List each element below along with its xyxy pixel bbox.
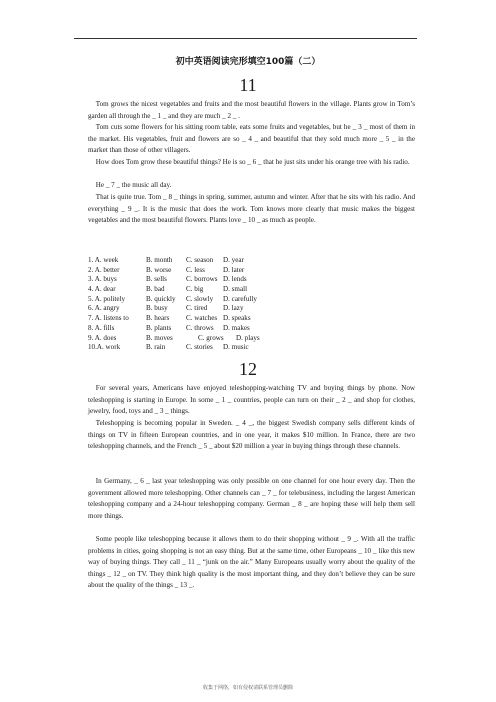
- option-row: [88, 304, 418, 314]
- option-a: 6. A. angry: [88, 304, 120, 313]
- option-c: C. stories: [186, 343, 213, 352]
- option-c: C. tired: [186, 304, 208, 313]
- option-row: [88, 343, 418, 353]
- option-d: D. lends: [223, 275, 247, 284]
- option-b: B. plants: [146, 323, 172, 332]
- option-b: B. quickly: [146, 294, 176, 303]
- section-11-number: 11: [239, 75, 257, 95]
- option-a: 8. A. fills: [88, 323, 115, 332]
- option-c: C. less: [186, 265, 205, 274]
- option-a: 2. A. better: [88, 265, 120, 274]
- s12-paragraph-3: In Germany, _ 6 _ last year teleshopping was only possible on one channel for one hour every day. Then the government allowed more teleshopping. Other channels can _ 7 _ for telebusiness, including the largest American teleshopping company and a 24-hour teleshopping company. German _ 8 _ are hoping these will help them sell more things.: [88, 477, 415, 520]
- option-a: 7. A. listens to: [88, 314, 129, 323]
- option-b: B. worse: [146, 265, 172, 274]
- s11-paragraph-5: That is quite true. Tom _ 8 _ things in spring, summer, autumn and winter. After that he sits with his radio. And everything _ 9 _. It is the music that does the work. Tom knows more clearly that music makes the biggest vegetables and the most beautiful flowers. Plants love _ 10 _ as much as people.: [88, 193, 415, 224]
- s12-paragraph-2: Teleshopping is becoming popular in Sweden. _ 4 _, the biggest Swedish company sells different kinds of things on TV in fifteen European countries, and in one year, it makes $10 million. In France, there are two teleshopping channels, and the French _ 5 _ about $20 million a year in buying things through these channels.: [88, 419, 415, 450]
- option-b: B. sells: [146, 275, 167, 284]
- option-a: 3. A. buys: [88, 275, 117, 284]
- option-d: D. plays: [236, 333, 260, 342]
- s11-paragraph-3: How does Tom grow these beautiful things? He is so _ 6 _ that he just sits under his orange tree with his radio.: [95, 158, 410, 166]
- s11-paragraph-2: Tom cuts some flowers for his sitting room table, eats some fruits and vegetables, but he _ 3 _ most of them in the market. His vegetables, fruit and flowers are so _ 4 _ and beautiful that they sold much more _ 5 _ in the market than those of other villagers.: [88, 123, 415, 154]
- header-rule: [74, 38, 417, 39]
- document-title: 初中英语阅读完形填空100篇（二）: [175, 57, 321, 67]
- option-a: 9. A. does: [88, 333, 117, 342]
- option-b: B. busy: [146, 304, 168, 313]
- option-d: D. small: [223, 285, 248, 294]
- option-d: D. makes: [223, 323, 250, 332]
- option-b: B. month: [146, 256, 173, 264]
- option-d: D. music: [223, 343, 249, 352]
- option-d: D. later: [223, 265, 245, 274]
- option-d: D. speaks: [223, 314, 251, 323]
- option-row: [88, 324, 418, 334]
- option-c: C. slowly: [186, 294, 214, 303]
- option-row: [88, 275, 418, 285]
- option-c: C. season: [186, 256, 214, 264]
- section-12-number: 12: [239, 359, 257, 379]
- s11-paragraph-4: He _ 7 _ the music all day.: [95, 181, 172, 189]
- option-d: D. carefully: [223, 294, 257, 303]
- s12-paragraph-1: For several years, Americans have enjoyed teleshopping-watching TV and buying things by phone. Now teleshopping is starting in Europe. In some _ 1 _ countries, people can turn on their _ 2 _ and shop for clothes, jewelry, food, toys and _ 3 _ things.: [88, 384, 415, 415]
- option-d: D. lazy: [223, 304, 244, 313]
- option-b: B. rain: [146, 343, 166, 352]
- option-row: [88, 285, 418, 295]
- option-c: C. watches: [186, 314, 218, 323]
- page-footer: 收集于网络，如有侵权请联系管理员删除: [202, 685, 293, 691]
- option-c: C. borrows: [186, 275, 218, 284]
- s11-paragraph-1: Tom grows the nicest vegetables and fruits and the most beautiful flowers in the village. Plants grow in Tom’s garden all through the _ 1 _ and they are much _ 2 _ .: [88, 100, 415, 120]
- option-a: 4. A. dear: [88, 285, 116, 294]
- option-row: [88, 334, 418, 344]
- option-c: C. grows: [198, 333, 224, 342]
- option-d: D. year: [223, 256, 244, 264]
- option-a: 1. A. week: [88, 256, 119, 264]
- s12-paragraph-4: Some people like teleshopping because it allows them to do their shopping without _ 9 _. With all the traffic problems in cities, going shopping is not an easy thing. But at the same time, other Europeans _ 10 _ like this new way of buying things. They call _ 11 _ “junk on the air.” Many Europeans usually worry about the quality of the things _ 12 _ on TV. They think high quality is the most important thing, and they don’t believe they can be sure about the quality of the things _ 13 _.: [88, 535, 415, 589]
- option-b: B. bad: [146, 285, 165, 294]
- s11-options: [88, 256, 418, 353]
- option-row: [88, 256, 418, 266]
- option-row: [88, 295, 418, 305]
- option-b: B. moves: [146, 333, 173, 342]
- option-c: C. throws: [186, 323, 214, 332]
- option-row: [88, 314, 418, 324]
- option-a: 5. A. politely: [88, 294, 126, 303]
- option-row: [88, 266, 418, 276]
- option-b: B. hears: [146, 314, 170, 323]
- option-c: C. big: [186, 285, 204, 294]
- option-a: 10.A. work: [88, 343, 121, 352]
